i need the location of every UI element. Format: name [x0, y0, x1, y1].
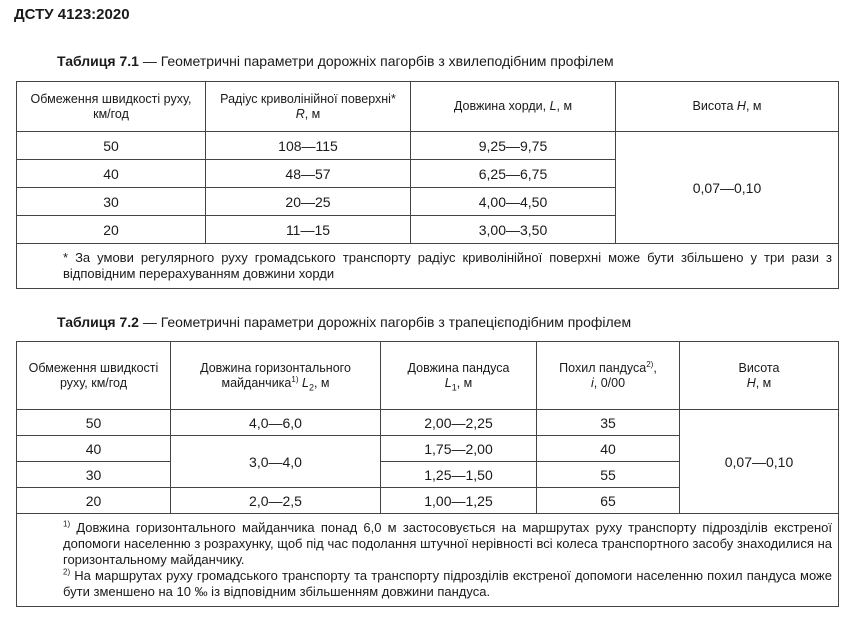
cell-chord: 4,00—4,50	[411, 188, 616, 216]
cell-ramp-length: 1,00—1,25	[381, 488, 537, 514]
table-row	[17, 132, 839, 160]
cell-radius: 11—15	[206, 216, 411, 244]
cell-chord: 6,25—6,75	[411, 160, 616, 188]
cell-speed: 40	[17, 436, 171, 462]
header-height: Висота H, м	[616, 82, 839, 132]
cell-platform: 4,0—6,0	[171, 410, 381, 436]
table-1	[16, 81, 839, 289]
header-chord-length: Довжина хорди, L, м	[411, 82, 616, 132]
table-1-caption-text: — Геометричні параметри дорожніх пагорбів з хвилеподібним профілем	[142, 53, 614, 69]
header-speed-limit: Обмеження швидкості руху, км/год	[17, 342, 171, 410]
cell-ramp-length: 2,00—2,25	[381, 410, 537, 436]
header-surface-radius: Радіус криволінійної поверхні* R, м	[206, 82, 411, 132]
cell-speed: 50	[17, 410, 171, 436]
cell-platform: 2,0—2,5	[171, 488, 381, 514]
cell-slope: 35	[537, 410, 680, 436]
footnote-1: $^{1)}$ Довжина горизонтального майданчика понад 6,0 м застосовується на маршрутах руху транспорту підрозділів екстреної допомоги населенню з розрахунку, щоб під час подолання штучної нерівності всі колеса транспортного засобу знаходилися на горизонтальному майданчику.	[63, 519, 832, 567]
header-speed-limit: Обмеження швидкості руху, км/год	[17, 82, 206, 132]
table-2-caption-text: — Геометричні параметри дорожніх пагорбів з трапецієподібним профілем	[142, 314, 632, 330]
cell-radius: 48—57	[206, 160, 411, 188]
cell-radius: 20—25	[206, 188, 411, 216]
header-platform-length: Довжина горизонтального майданчика$^{1)}$ $L_2$, м	[171, 342, 381, 410]
table-2-header-row	[17, 342, 839, 410]
cell-slope: 40	[537, 436, 680, 462]
cell-chord: 9,25—9,75	[411, 132, 616, 160]
table-2-caption-label: Таблиця 7.2	[57, 314, 139, 330]
cell-slope: 65	[537, 488, 680, 514]
cell-speed: 30	[17, 462, 171, 488]
footnote-2: $^{2)}$ На маршрутах руху громадського транспорту та транспорту підрозділів екстреної допомоги населенню похил пандуса може бути зменшено на 10 ‰ із відповідним збільшенням довжини пандуса.	[63, 567, 832, 599]
table-1-caption	[57, 53, 614, 69]
table-1-note-row	[17, 244, 839, 289]
cell-speed: 20	[17, 216, 206, 244]
header-ramp-length: Довжина пандуса $L_1$, м	[381, 342, 537, 410]
cell-platform-merged: 3,0—4,0	[171, 436, 381, 488]
cell-chord: 3,00—3,50	[411, 216, 616, 244]
document-code: ДСТУ 4123:2020	[14, 6, 130, 23]
table-row	[17, 410, 839, 436]
cell-radius: 108—115	[206, 132, 411, 160]
table-1-footnote: * За умови регулярного руху громадського транспорту радіус криволінійної поверхні може бути збільшено у три рази з відповідним перерахуванням довжини хорди	[17, 244, 839, 289]
cell-height-merged: 0,07—0,10	[616, 132, 839, 244]
table-1-header-row	[17, 82, 839, 132]
table-2	[16, 341, 839, 607]
table-1-caption-label: Таблиця 7.1	[57, 53, 139, 69]
table-2-note-row	[17, 514, 839, 607]
cell-speed: 30	[17, 188, 206, 216]
table-2-footnotes	[17, 514, 839, 607]
cell-speed: 40	[17, 160, 206, 188]
cell-ramp-length: 1,75—2,00	[381, 436, 537, 462]
table-2-caption	[57, 314, 631, 330]
cell-speed: 20	[17, 488, 171, 514]
header-ramp-slope: Похил пандуса$^{2)}$, i, 0/00	[537, 342, 680, 410]
cell-speed: 50	[17, 132, 206, 160]
cell-slope: 55	[537, 462, 680, 488]
header-height: Висота H, м	[680, 342, 839, 410]
cell-ramp-length: 1,25—1,50	[381, 462, 537, 488]
cell-height-merged: 0,07—0,10	[680, 410, 839, 514]
